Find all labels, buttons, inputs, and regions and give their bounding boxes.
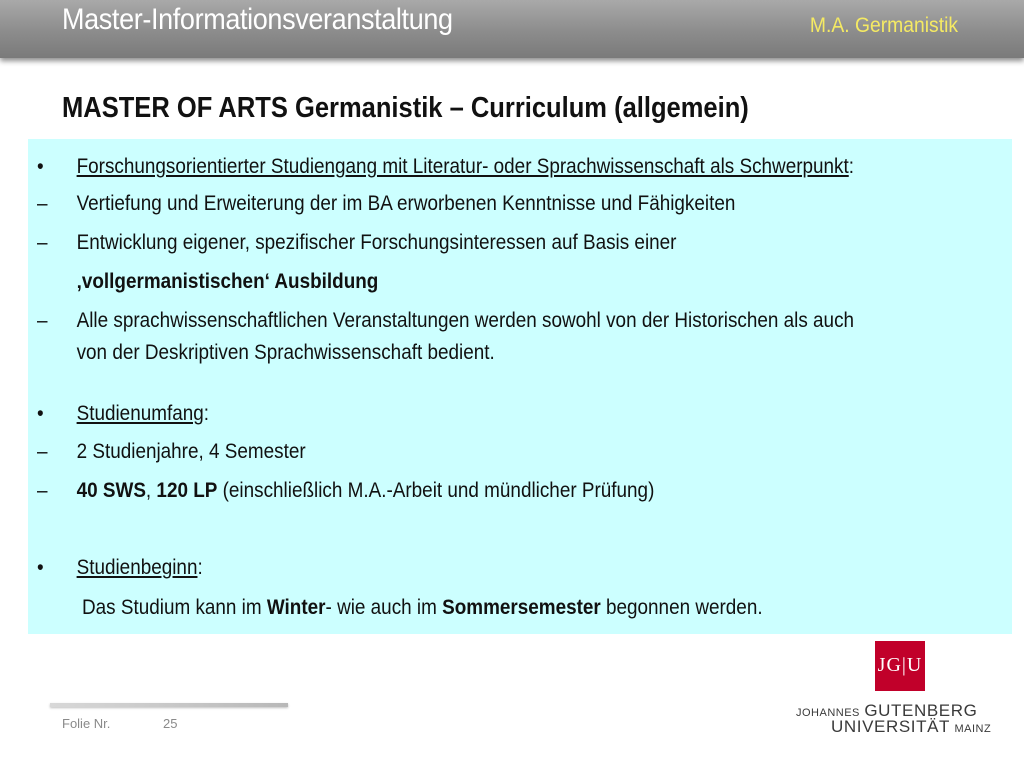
text-part: - wie auch im — [325, 596, 443, 619]
list-item-text — [77, 478, 655, 504]
list-item-text-bold: ‚vollgermanistischen‘ Ausbildung — [76, 270, 379, 293]
heading-text: Forschungsorientierter Studiengang mit Literatur- oder Sprachwissenschaft als Schwerpunkt — [76, 155, 849, 178]
heading-text: Studienbeginn — [76, 556, 198, 579]
winter-term: Winter — [266, 596, 326, 619]
list-item-text: von der Deskriptiven Sprachwissenschaft bedient. — [76, 341, 495, 364]
list-item-text: 2 Studienjahre, 4 Semester — [76, 440, 306, 463]
logo-gutenberg: GUTENBERG — [864, 701, 978, 720]
logo-johannes: JOHANNES — [796, 707, 860, 719]
sws-value: 40 SWS — [76, 479, 146, 502]
logo-badge-text: JG|U — [877, 654, 923, 676]
bullet-marker: • — [37, 402, 44, 425]
section-heading-studienumfang — [77, 401, 209, 427]
summer-term: Sommersemester — [442, 596, 601, 619]
heading-text: Studienumfang — [76, 402, 204, 425]
heading-colon: : — [203, 402, 210, 425]
header-title: Master-Informationsveranstaltung — [62, 3, 453, 36]
dash-marker: – — [37, 231, 48, 254]
heading-colon: : — [197, 556, 203, 579]
studienbeginn-text — [82, 595, 763, 621]
list-item-text: Alle sprachwissenschaftlichen Veranstaltungen werden sowohl von der Historischen als auch — [76, 309, 855, 332]
footer-divider — [50, 703, 288, 707]
content-box — [28, 139, 1012, 634]
logo-wordmark-line2 — [831, 717, 991, 737]
university-logo-badge — [875, 641, 925, 691]
dash-marker: – — [37, 479, 48, 502]
logo-universitaet: UNIVERSITÄT — [831, 717, 951, 736]
dash-marker: – — [37, 309, 48, 332]
section-heading-schwerpunkt — [77, 154, 854, 180]
logo-mainz: MAINZ — [954, 723, 992, 735]
separator: , — [145, 479, 157, 502]
list-item-text: Vertiefung und Erweiterung der im BA erworbenen Kenntnisse und Fähigkeiten — [76, 192, 736, 215]
slide-number: 25 — [163, 716, 178, 731]
dash-marker: – — [37, 192, 48, 215]
text-part: Das Studium kann im — [82, 596, 267, 619]
dash-marker: – — [37, 440, 48, 463]
header-bar — [0, 0, 1024, 58]
heading-colon: : — [848, 155, 855, 178]
text-part: begonnen werden. — [600, 596, 763, 619]
footer-label: Folie Nr. — [62, 716, 111, 731]
list-item-text: Entwicklung eigener, spezifischer Forschungsinteressen auf Basis einer — [76, 231, 677, 254]
section-heading-studienbeginn — [77, 555, 203, 581]
bullet-marker: • — [37, 556, 44, 579]
bullet-marker: • — [37, 155, 44, 178]
slide-title: MASTER OF ARTS Germanistik – Curriculum (allgemein) — [62, 92, 749, 124]
list-item-rest: (einschließlich M.A.-Arbeit und mündlicher Prüfung) — [217, 479, 655, 502]
lp-value: 120 LP — [156, 479, 218, 502]
header-subtitle: M.A. Germanistik — [809, 14, 958, 37]
